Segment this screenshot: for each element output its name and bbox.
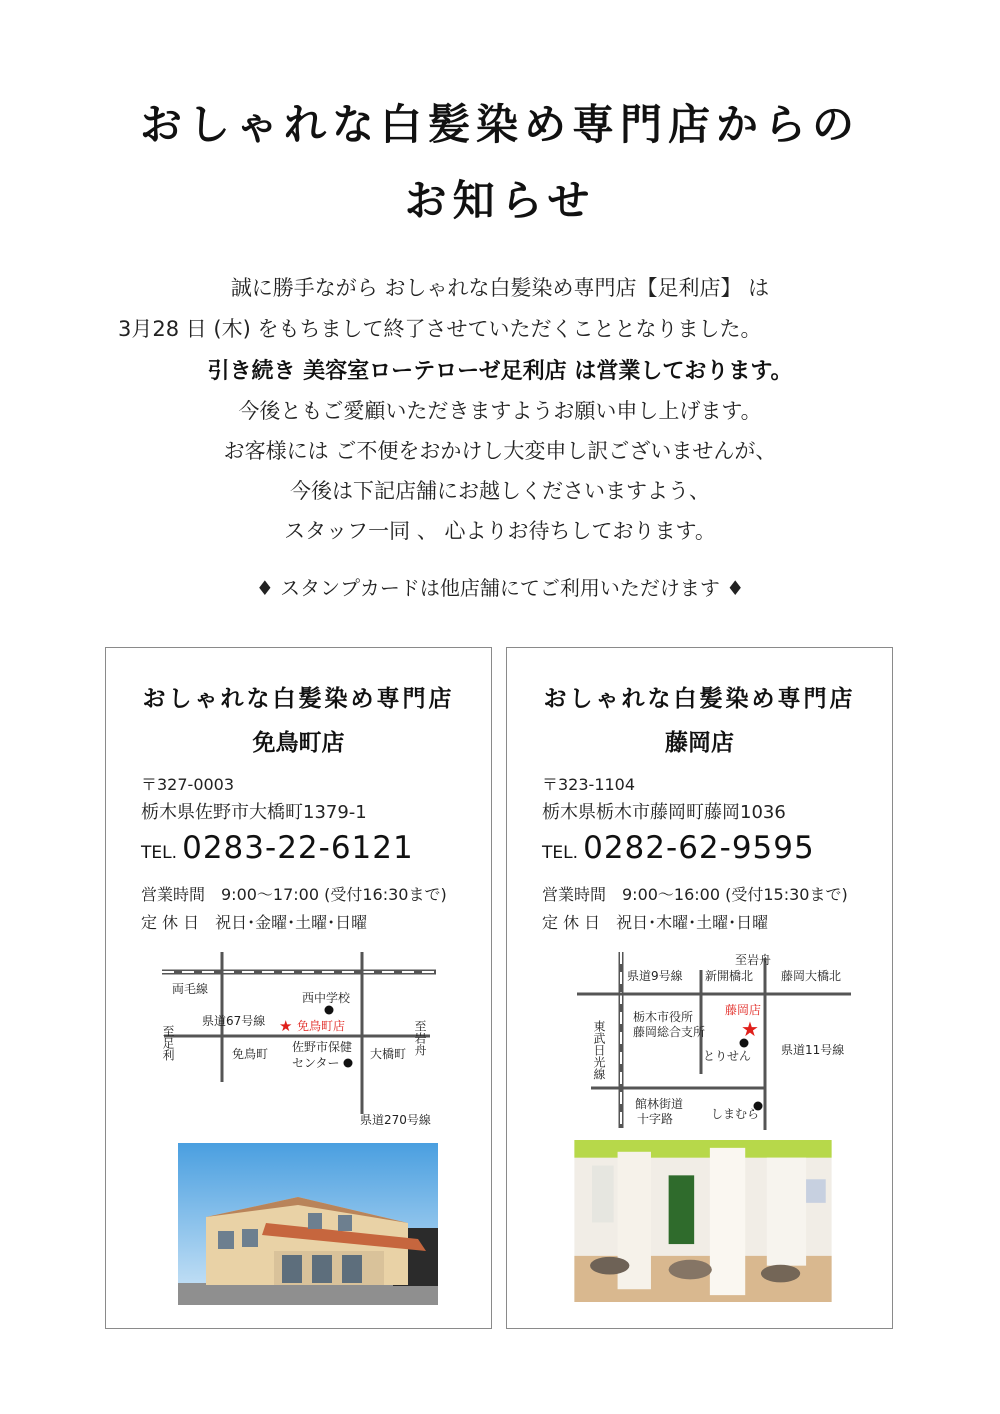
store-star-icon: ★ <box>279 1017 293 1035</box>
store-postal: 〒327-0003 <box>141 775 235 794</box>
map-label-route67: 県道67号線 <box>202 1014 266 1028</box>
map-label-to-iwafune: 至岩舟 <box>735 953 772 967</box>
map-label-route11: 県道11号線 <box>781 1043 845 1057</box>
store-name: おしゃれな白髪染め専門店 <box>142 686 455 712</box>
map-label-torisen: とりせん <box>703 1049 752 1063</box>
notice-line-5: お客様には ご不便をおかけし大変申し訳ございませんが、 <box>223 439 777 463</box>
notice-line-4: 今後ともご愛顧いただきますようお願い申し上げます。 <box>238 399 762 423</box>
store-address: 栃木県佐野市大橋町1379-1 <box>141 802 367 823</box>
store-postal: 〒323-1104 <box>542 775 636 794</box>
map-label-store: 免鳥町店 <box>297 1019 346 1033</box>
map-label-store: 藤岡店 <box>725 1003 762 1017</box>
map-label-tatebayashi-2: 十字路 <box>637 1112 674 1126</box>
store-photo-fujioka <box>573 1140 833 1302</box>
notice-line-7: スタッフ一同 、 心よりお待ちしております。 <box>284 519 716 543</box>
notice-line-3: 引き続き 美容室ローテローゼ足利店 は営業しております。 <box>207 359 793 384</box>
map-label-fujioka-ohashi: 藤岡大橋北 <box>781 969 842 983</box>
map-label-ohashi: 大橋町 <box>370 1047 407 1061</box>
map-label-to-iwafune: 至岩舟 <box>413 1020 427 1056</box>
store-tel <box>141 830 414 866</box>
map-label-shinkai: 新開橋北 <box>705 969 754 983</box>
map-label-to-ashikaga: 至足利 <box>161 1025 175 1061</box>
map-label-mentori: 免鳥町 <box>232 1047 269 1061</box>
school-marker <box>325 1006 334 1015</box>
tel-label: TEL. <box>141 843 178 863</box>
tel-label: TEL. <box>542 843 579 863</box>
map-label-ryomo: 両毛線 <box>172 982 209 996</box>
store-hours: 営業時間 9:00～16:00 (受付15:30まで) <box>542 885 848 904</box>
store-photo-mentori <box>178 1143 438 1305</box>
store-name: おしゃれな白髪染め専門店 <box>543 686 856 712</box>
page-title-line-1: おしゃれな白髪染め専門店からの <box>139 100 860 149</box>
map-label-health-2: センター <box>292 1056 340 1070</box>
map-label-route270: 県道270号線 <box>360 1113 431 1127</box>
map-label-health-1: 佐野市保健 <box>292 1040 353 1054</box>
access-map-fujioka <box>575 948 855 1132</box>
map-label-city-office-2: 藤岡総合支所 <box>633 1025 706 1039</box>
store-branch: 藤岡店 <box>665 730 734 756</box>
health-center-marker <box>344 1059 353 1068</box>
map-label-route9: 県道9号線 <box>627 969 683 983</box>
store-tel <box>542 830 815 866</box>
access-map-mentori <box>160 948 440 1132</box>
notice-line-6: 今後は下記店舗にお越しくださいますよう、 <box>290 479 710 503</box>
store-address: 栃木県栃木市藤岡町藤岡1036 <box>542 802 786 823</box>
map-label-city-office-1: 栃木市役所 <box>633 1010 694 1024</box>
store-hours: 営業時間 9:00～17:00 (受付16:30まで) <box>141 885 447 904</box>
notice-line-1: 誠に勝手ながら おしゃれな白髪染め専門店【足利店】 は <box>230 276 770 300</box>
map-label-tobu: 東武日光線 <box>592 1020 606 1080</box>
notice-line-2: 3月28 日 (木) をもちまして終了させていただくこととなりました。 <box>118 317 762 341</box>
store-star-icon: ★ <box>741 1017 759 1041</box>
store-holidays: 定 休 日 祝日･木曜･土曜･日曜 <box>542 913 769 932</box>
map-label-shimamura: しまむら <box>711 1107 760 1121</box>
tel-number: 0283-22-6121 <box>182 830 414 866</box>
tel-number: 0282-62-9595 <box>583 830 815 866</box>
stamp-card-note: ♦ スタンプカードは他店舗にてご利用いただけます ♦ <box>255 576 745 600</box>
store-branch: 免鳥町店 <box>252 730 345 756</box>
page-title-line-2: お知らせ <box>404 176 596 225</box>
map-label-tatebayashi-1: 館林街道 <box>635 1097 684 1111</box>
map-label-school: 西中学校 <box>302 991 351 1005</box>
store-holidays: 定 休 日 祝日･金曜･土曜･日曜 <box>141 913 368 932</box>
